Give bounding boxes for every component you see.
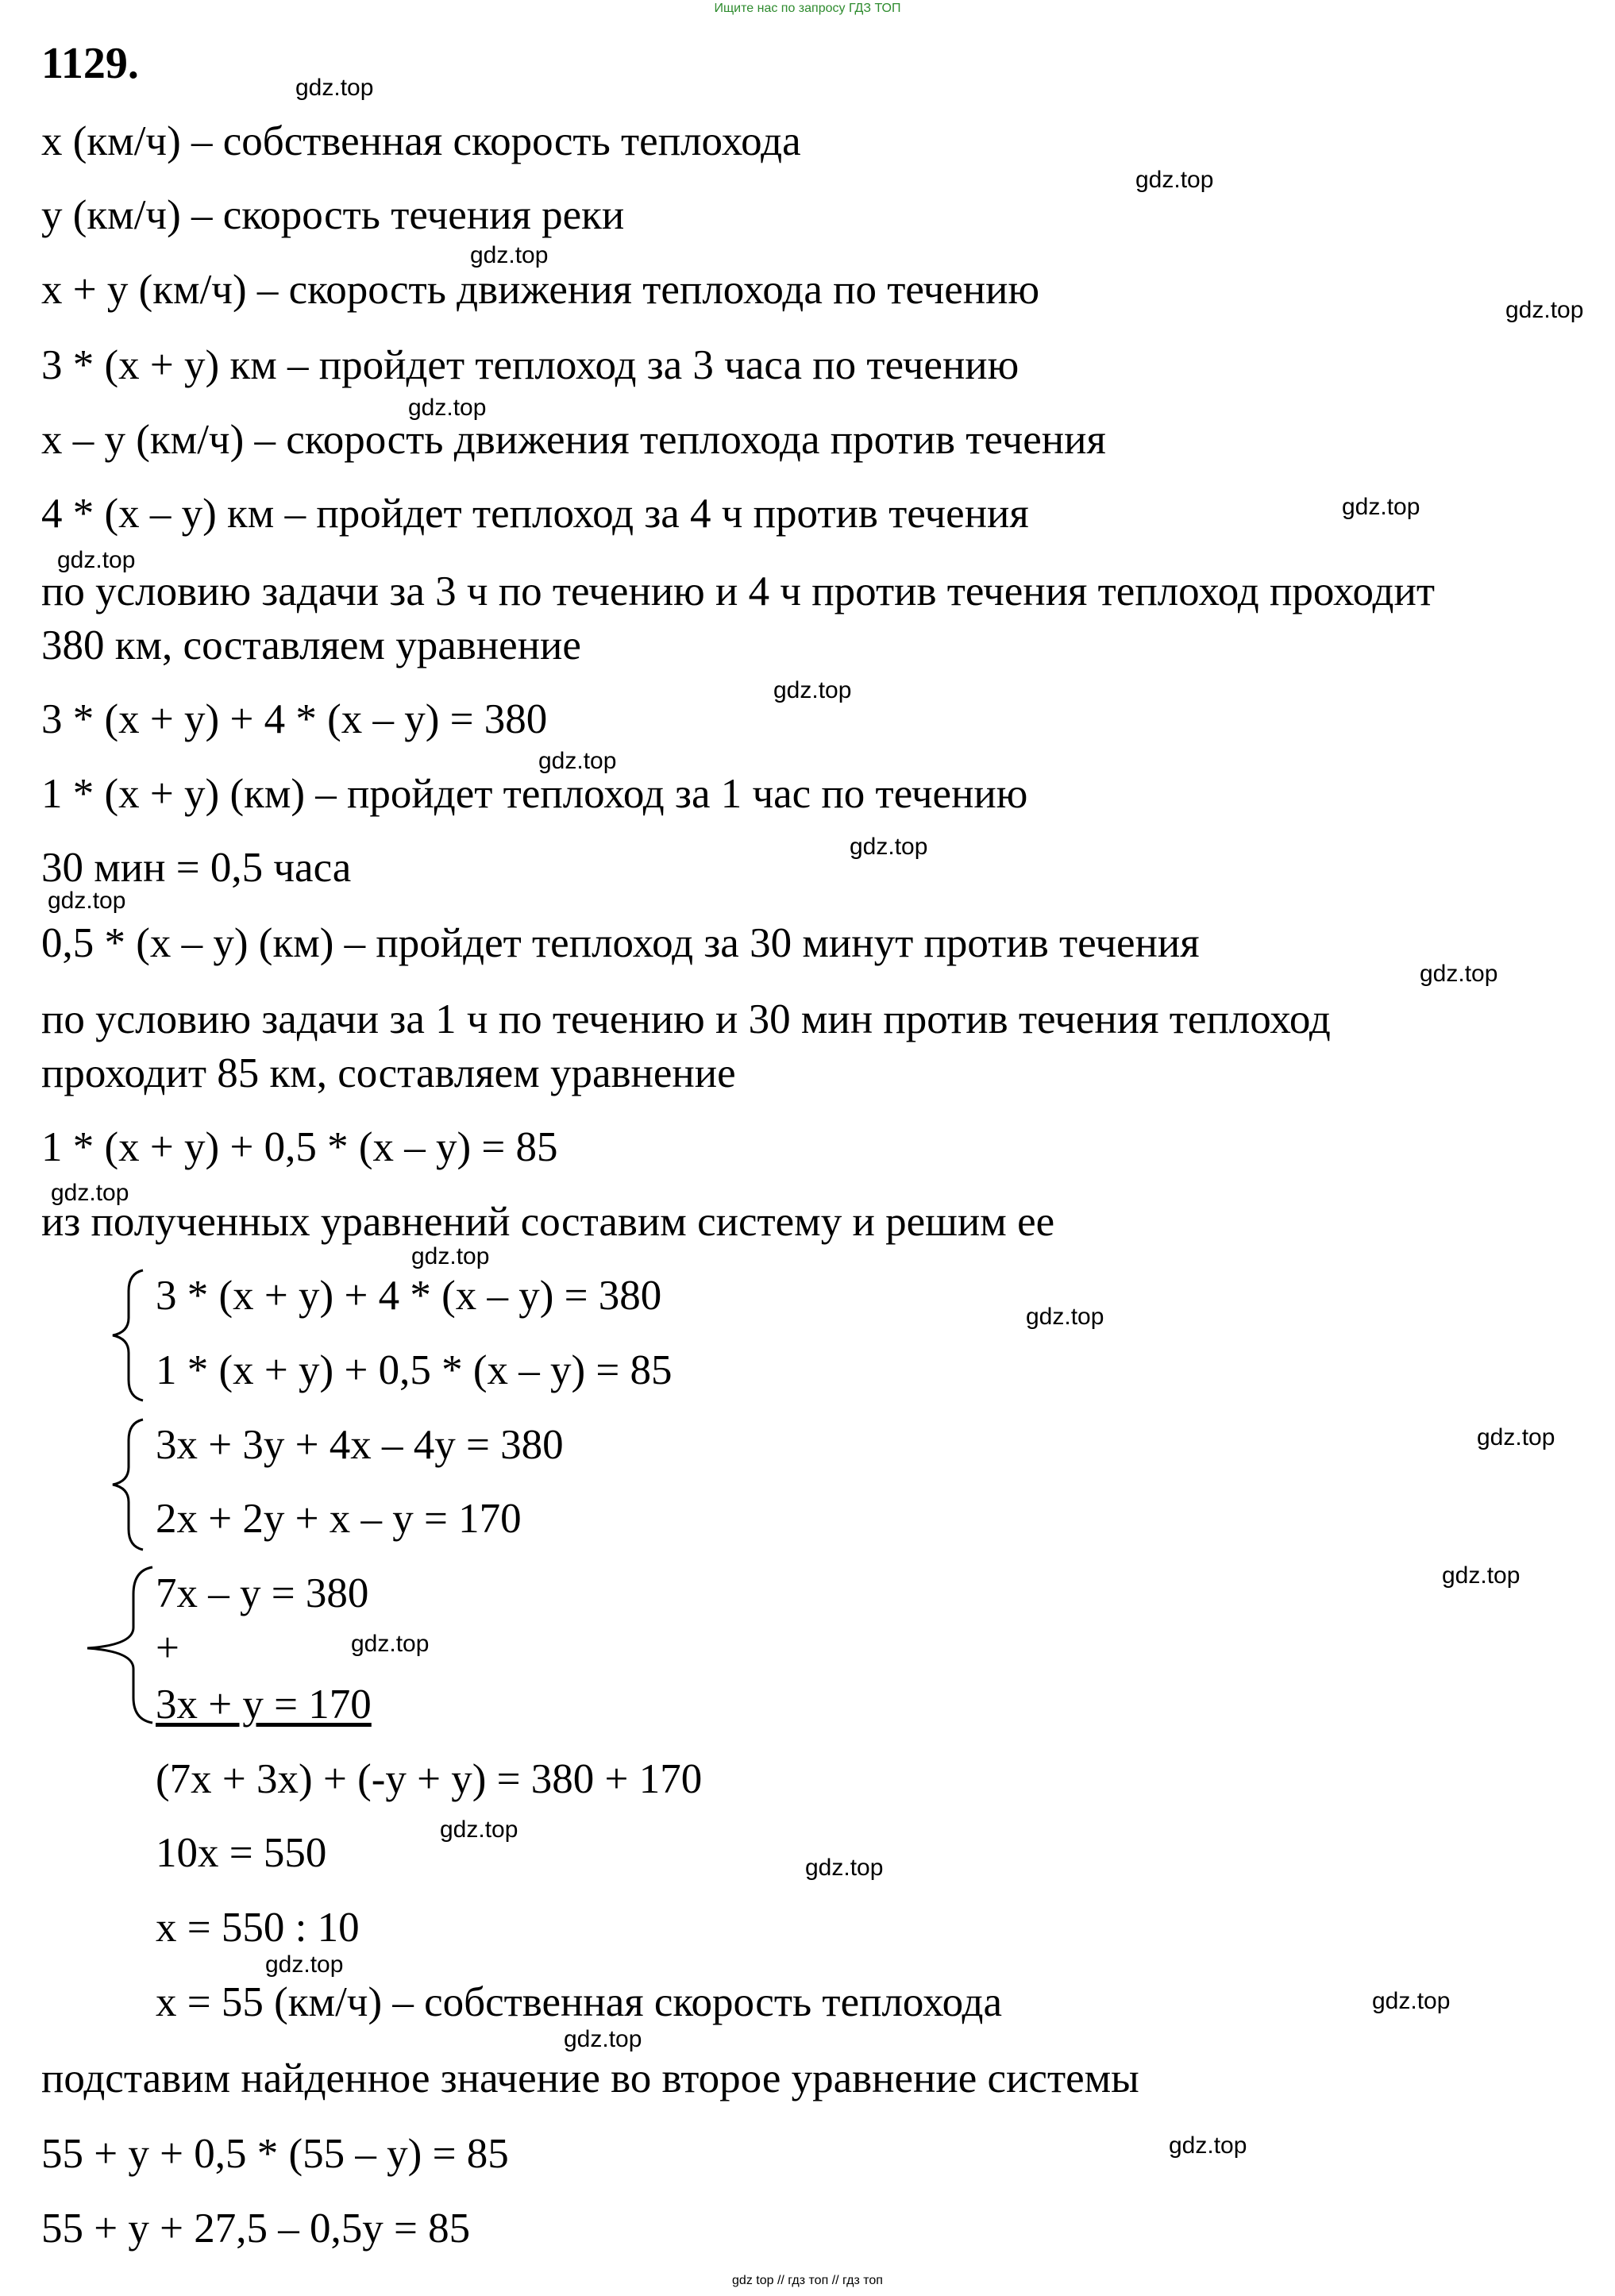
watermark: gdz.top	[1342, 494, 1420, 520]
watermark: gdz.top	[51, 1180, 129, 1206]
watermark: gdz.top	[351, 1631, 430, 1657]
watermark: gdz.top	[1169, 2132, 1247, 2159]
solution-step: x = 550 : 10	[156, 1905, 360, 1951]
watermark: gdz.top	[48, 888, 126, 914]
text-line: x (км/ч) – собственная скорость теплохода	[41, 118, 801, 164]
watermark: gdz.top	[1442, 1562, 1521, 1589]
watermark: gdz.top	[408, 395, 487, 421]
watermark: gdz.top	[1477, 1424, 1555, 1450]
bottom-banner: gdz top // гдз топ // гдз топ	[732, 2274, 883, 2287]
text-line: x – y (км/ч) – скорость движения теплохода против течения	[41, 417, 1106, 463]
system-equation: 3x + 3y + 4x – 4y = 380	[156, 1422, 564, 1468]
system-brace	[111, 1418, 151, 1553]
text-line: 4 * (x – y) км – пройдет теплоход за 4 ч против течения	[41, 491, 1029, 537]
solution-step: x = 55 (км/ч) – собственная скорость теплохода	[156, 1979, 1003, 2025]
system-equation: 2x + 2y + x – y = 170	[156, 1496, 522, 1542]
text-line: из полученных уравнений составим систему и решим ее	[41, 1199, 1055, 1245]
text-line: 0,5 * (x – y) (км) – пройдет теплоход за 30 минут против течения	[41, 920, 1200, 966]
watermark: gdz.top	[295, 75, 374, 101]
system-brace	[111, 1269, 151, 1404]
watermark: gdz.top	[1420, 961, 1498, 987]
watermark: gdz.top	[411, 1243, 490, 1269]
system-brace	[86, 1566, 157, 1724]
watermark: gdz.top	[1026, 1304, 1104, 1330]
watermark: gdz.top	[773, 677, 852, 703]
watermark: gdz.top	[805, 1855, 884, 1881]
text-line: y (км/ч) – скорость течения реки	[41, 192, 625, 238]
system-equation: 1 * (x + y) + 0,5 * (x – y) = 85	[156, 1347, 673, 1393]
solution-step: 10x = 550	[156, 1830, 327, 1876]
watermark: gdz.top	[470, 242, 549, 268]
watermark: gdz.top	[850, 834, 928, 860]
watermark: gdz.top	[440, 1816, 518, 1843]
watermark: gdz.top	[1135, 167, 1214, 193]
watermark: gdz.top	[538, 748, 617, 774]
watermark: gdz.top	[1505, 297, 1584, 323]
text-line: x + y (км/ч) – скорость движения теплохода по течению	[41, 267, 1040, 313]
equation: 3 * (x + y) + 4 * (x – y) = 380	[41, 696, 548, 742]
watermark: gdz.top	[1372, 1988, 1451, 2014]
system-equation: 7x – y = 380	[156, 1570, 369, 1616]
watermark: gdz.top	[265, 1951, 344, 1978]
system-equation: 3 * (x + y) + 4 * (x – y) = 380	[156, 1273, 662, 1319]
text-line: 3 * (x + y) км – пройдет теплоход за 3 часа по течению	[41, 342, 1019, 388]
top-banner: Ищите нас по запросу ГДЗ ТОП	[714, 2, 901, 15]
equation: 1 * (x + y) + 0,5 * (x – y) = 85	[41, 1124, 558, 1170]
paragraph-line: 380 км, составляем уравнение	[41, 622, 581, 668]
text-line: 30 мин = 0,5 часа	[41, 845, 352, 891]
problem-number: 1129.	[41, 39, 139, 88]
text-line: подставим найденное значение во второе уравнение системы	[41, 2055, 1139, 2101]
paragraph-line: по условию задачи за 1 ч по течению и 30 мин против течения теплоход	[41, 996, 1331, 1042]
paragraph-line: проходит 85 км, составляем уравнение	[41, 1050, 736, 1096]
text-line: 1 * (x + y) (км) – пройдет теплоход за 1 час по течению	[41, 771, 1028, 817]
system-equation: 3x + y = 170	[156, 1682, 372, 1728]
solution-step: (7x + 3x) + (-y + y) = 380 + 170	[156, 1756, 703, 1802]
watermark: gdz.top	[564, 2026, 642, 2052]
plus-sign: +	[156, 1625, 179, 1671]
watermark: gdz.top	[57, 547, 136, 573]
equation: 55 + y + 27,5 – 0,5y = 85	[41, 2205, 471, 2252]
equation: 55 + y + 0,5 * (55 – y) = 85	[41, 2131, 509, 2177]
paragraph-line: по условию задачи за 3 ч по течению и 4 ч против течения теплоход проходит	[41, 568, 1435, 614]
